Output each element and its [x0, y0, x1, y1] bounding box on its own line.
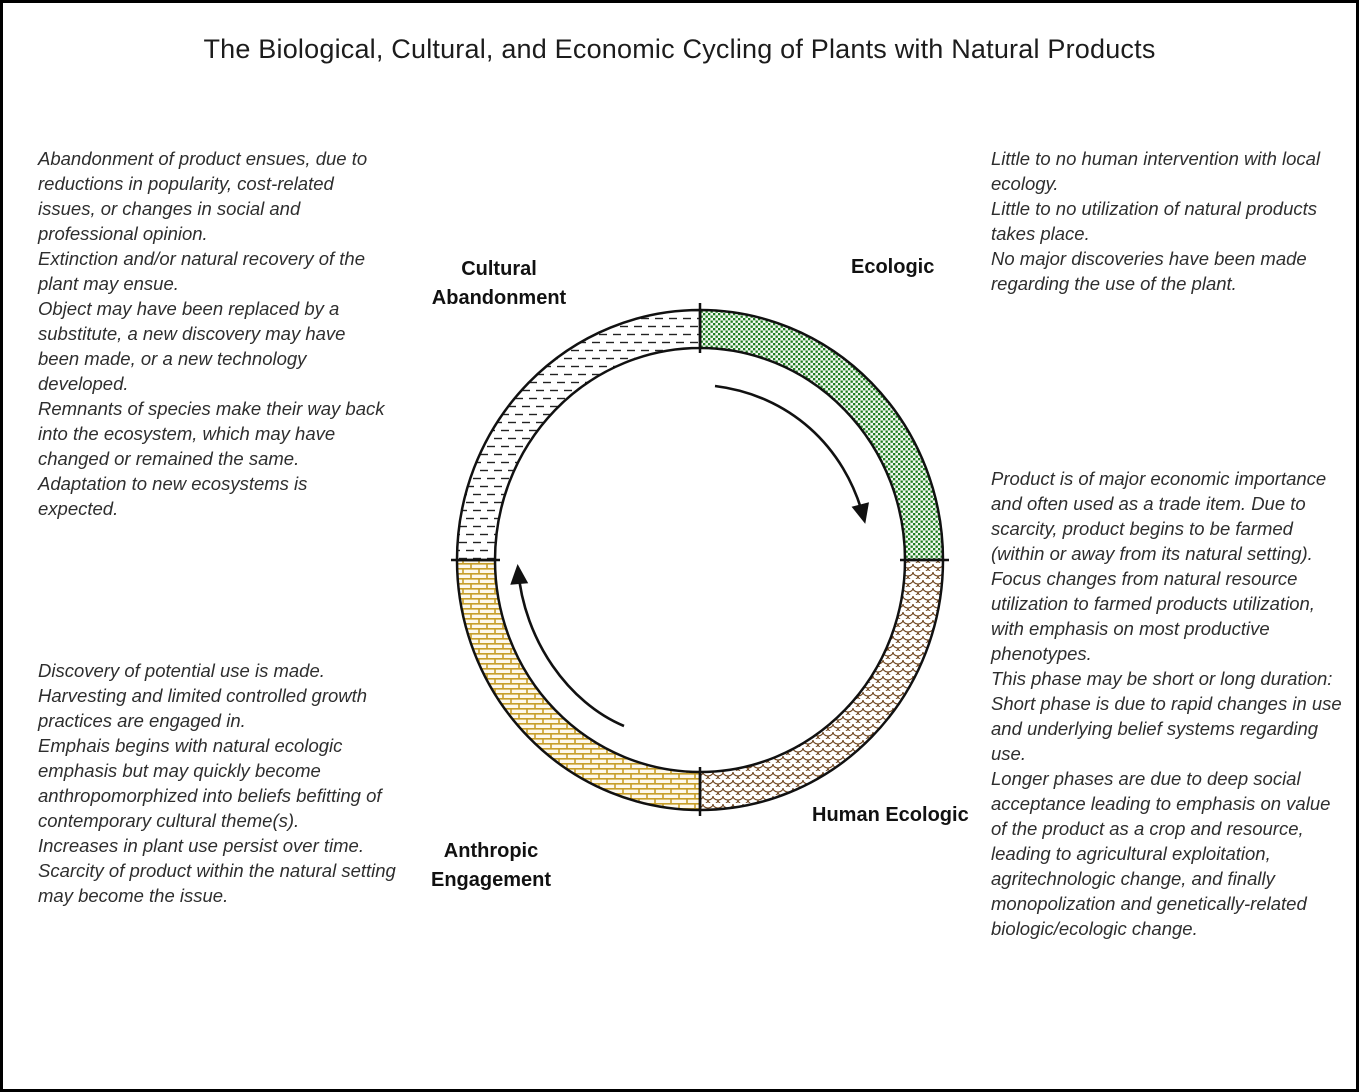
description-paragraph: Object may have been replaced by a substitute, a new discovery may have been made, or a new technology developed. [38, 298, 346, 394]
description-paragraph: No major discoveries have been made regarding the use of the plant. [991, 248, 1307, 294]
description-paragraph: Remnants of species make their way back into the ecosystem, which may have changed or remained the same. [38, 398, 385, 469]
anthropic-engagement-segment [457, 560, 700, 810]
anthropic-engagement-label: Anthropic Engagement [430, 840, 552, 891]
description-paragraph: Longer phases are due to deep social acceptance leading to emphasis on value of the product as a crop and resource, leading to agricultural exploitation, agritechnologic change, and finally monopolization and genetically-related biologic/ecologic change. [991, 768, 1331, 939]
description-paragraph: Scarcity of product within the natural setting may become the issue. [38, 860, 396, 906]
description-paragraph: Product is of major economic importance and often used as a trade item. Due to scarcity, product begins to be farmed (within or away from its natural setting). [991, 468, 1327, 564]
ecologic-segment [700, 310, 943, 560]
description-paragraph: Harvesting and limited controlled growth practices are engaged in. [38, 685, 368, 731]
description-paragraph: Discovery of potential use is made. [38, 660, 325, 681]
cycle-diagram [3, 3, 1359, 1092]
description-paragraph: Emphais begins with natural ecologic emphasis but may quickly become anthropomorphized into beliefs befitting of contemporary cultural theme(s). [38, 735, 382, 831]
ecologic-label: Ecologic [851, 256, 935, 278]
description-paragraph: This phase may be short or long duration: Short phase is due to rapid changes in use and underlying belief systems regarding use. [991, 668, 1342, 764]
description-paragraph: Abandonment of product ensues, due to reductions in popularity, cost-related issues, or changes in social and professional opinion. [38, 148, 368, 244]
description-paragraph: Focus changes from natural resource utilization to farmed products utilization, with emphasis on most productive phenotypes. [991, 568, 1315, 664]
description-paragraph: Extinction and/or natural recovery of the plant may ensue. [38, 248, 366, 294]
description-paragraph: Little to no utilization of natural products takes place. [991, 198, 1317, 244]
human-ecologic-label: Human Ecologic [812, 804, 969, 826]
description-paragraph: Adaptation to new ecosystems is expected. [38, 473, 308, 519]
description-paragraph: Increases in plant use persist over time. [38, 835, 364, 856]
cultural-abandonment-label: Cultural Abandonment [431, 258, 567, 309]
human-ecologic-segment [700, 560, 943, 810]
description-paragraph: Little to no human intervention with local ecology. [991, 148, 1321, 194]
cultural-abandonment-segment [457, 310, 700, 560]
figure-title: The Biological, Cultural, and Economic Cycling of Plants with Natural Products [203, 34, 1156, 64]
